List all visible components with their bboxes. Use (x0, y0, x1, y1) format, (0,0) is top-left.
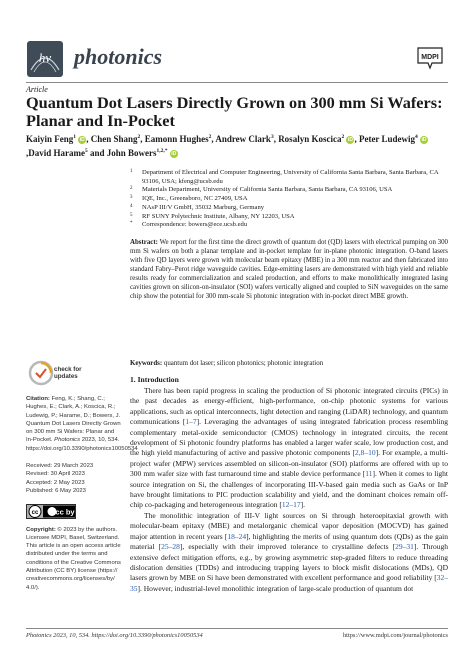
author-name: Rosalyn Koscica (278, 134, 342, 144)
affiliation-item (130, 204, 448, 213)
published-date: Published: 6 May 2023 (26, 487, 86, 494)
paragraph-text: ]. Through extensive defect mitigation efforts, e.g., by growing asymmetric step-graded filters to reduce threading dislocation densities (TDDs) and introducing trapping layers to block misfit dislocations (MDs), QD lasers grown by MBE on Si have been demonstrated with excellent performance and good reliability [ (130, 542, 448, 583)
affiliation-text: IQE, Inc., Greensboro, NC 27409, USA (142, 195, 248, 203)
orcid-icon[interactable]: iD (347, 137, 353, 143)
orcid-icon[interactable]: iD (421, 137, 427, 143)
author-affiliation-number: 2 (341, 134, 345, 140)
keywords (130, 359, 448, 368)
check-updates-line2: updates (54, 373, 78, 380)
citation-link[interactable]: 18–24 (227, 531, 247, 541)
affiliation-text: NAsP III/V GmbH, 35032 Marburg, Germany (142, 203, 265, 211)
affiliation-text: Department of Electrical and Computer Engineering, University of California Santa Barbara, Santa Barbara, CA 93106, USA; kfeng@ucsb.edu (142, 169, 439, 185)
affiliation-text: Materials Department, University of California Santa Barbara, Santa Barbara, CA 93106, USA (142, 186, 393, 194)
article-type: Article (26, 85, 48, 94)
paragraph-text: ], highlighting the merits of using quantum dots (QDs) as the gain material [ (130, 531, 448, 552)
citation-link[interactable]: 11 (365, 469, 373, 479)
author-list (26, 132, 448, 159)
citation-journal: Photonics (54, 437, 81, 444)
abstract (130, 238, 448, 301)
author-separator: , (211, 134, 216, 144)
sidebar-text (26, 395, 138, 601)
check-updates-icon (28, 360, 54, 386)
keywords-text: quantum dot laser; silicon photonics; photonic integration (163, 360, 324, 367)
journal-name: photonics (74, 44, 163, 69)
orcid-icon[interactable]: iD (79, 137, 85, 143)
author-separator: , (354, 134, 359, 144)
footer-citation: Photonics 2023, 10, 534. https://doi.org/10.3390/photonics10050534 (26, 632, 203, 639)
author-name: Peter Ludewig (358, 134, 416, 144)
mdpi-logo-icon (412, 46, 448, 70)
paragraph-text: ], especially with their improved tolerance to crystalline defects [ (179, 542, 396, 552)
affiliation-item (130, 186, 448, 195)
author-affiliation-number: 1,2,* (156, 147, 168, 154)
copyright-label: Copyright: (26, 526, 56, 533)
abstract-label: Abstract: (130, 239, 158, 246)
author-name: Kaiyin Feng (26, 134, 74, 144)
author-separator: , (140, 134, 145, 144)
paragraph-text: ]. For example, a multi-project wafer (MPW) services assembled on silicon-on-insulator (SOI) platforms are offered with up to 300 mm wafer size with fast turnaround time and stable device performance [ (130, 448, 448, 479)
citation-block (26, 395, 138, 453)
author-separator: , (26, 147, 29, 158)
dates-block (26, 462, 122, 495)
affiliation-item (130, 169, 448, 186)
paragraph-text: ]. (300, 500, 305, 510)
orcid-icon[interactable]: iD (171, 150, 177, 157)
copyright-block (26, 526, 122, 592)
introduction-body (130, 386, 448, 594)
citation-link[interactable]: 12–17 (281, 500, 301, 510)
keywords-label: Keywords: (130, 360, 163, 367)
affiliation-number: 3 (130, 195, 133, 201)
paragraph-text: The monolithic integration of III-V light sources on Si through heteroepitaxial growth with molecular-beam epitaxy (MBE) and metalorganic chemical vapor deposition (MOCVD) has gained major attention in recent years [ (130, 510, 448, 541)
citation-label: Citation: (26, 396, 50, 402)
check-updates-line1: check for (54, 366, 82, 373)
author-name: David Harame (28, 147, 85, 158)
affiliation-number: * (130, 221, 133, 227)
citation-link[interactable]: 29–31 (395, 542, 414, 552)
logo-text: hv (38, 50, 52, 65)
affiliation-item (130, 195, 448, 204)
author-affiliation-number: 1 (73, 134, 77, 140)
affiliation-item (130, 221, 448, 230)
footer-journal-link[interactable]: https://www.mdpi.com/journal/photonics (342, 632, 448, 639)
photonics-logo-icon (26, 40, 64, 78)
author-separator: , (273, 134, 279, 144)
author-affiliation-number: 2 (137, 134, 141, 140)
received-date: Received: 29 March 2023 (26, 463, 94, 470)
mdpi-logo-text: MDPI (421, 54, 439, 61)
affiliation-text: Correspondence: bowers@ece.ucsb.edu (142, 221, 248, 229)
footer-divider (26, 628, 448, 629)
paragraph-text: ]. When it comes to light source integration on Si, the challenges of incorporating III-V-based gain media such as GaAs or InP have brought limitations to PIC production scalability and yield, and the dominant choices remain off-chip co-packaging and heterogeneous integration [ (130, 469, 448, 510)
abstract-text: We report for the first time the direct growth of quantum dot (QD) lasers with electrical pumping on 300 mm Si wafers on both a planar template and in-pocket template for in-plane photonic integration. O-band lasers with five QD layers were grown with molecular beam epitaxy (MBE) in a 300 mm reactor and then fabricated into standard Fabry–Perot ridge waveguide cavities. Edge-emitting lasers are demonstrated with high yield and reliable results ready for commercialization and scaled production, and efforts to make monolithically integrated lasing cavities grown on silicon-on-insulator (SOI) wafers vertically aligned and coupled to SiN waveguides on the same chip show the potential for 300 mm-scale Si photonic integration with in-pocket direct MBE growth. (130, 239, 448, 300)
author-affiliation-number: 3 (270, 134, 274, 140)
intro-paragraph (130, 386, 448, 511)
author-affiliation-number: 2 (208, 134, 212, 140)
citation-link[interactable]: 2,8–10 (354, 448, 376, 458)
citation-link[interactable]: 25–28 (161, 542, 180, 552)
check-for-updates-button[interactable] (26, 360, 122, 390)
paragraph-text: ]. However, industrial-level monolithic integration of large-scale production of quantum dot (137, 583, 414, 593)
affiliation-number: 4 (130, 203, 133, 209)
affiliation-number: 1 (130, 169, 133, 174)
cc-badge-text: cc by (55, 507, 75, 517)
paper-title: Quantum Dot Lasers Directly Grown on 300 mm Si Wafers: Planar and In-Pocket (26, 93, 443, 130)
author-name: Chen Shang (90, 134, 138, 144)
check-updates-text (54, 366, 82, 380)
paragraph-text: There has been rapid progress in scaling the production of Si photonic integrated circuits (PICs) in the past decades as energy-efficient, high-performance, on-chip photonic systems for various applications, such as optical interconnects, light detection and ranging (LiDAR) technology, and quantum communications [ (130, 386, 448, 427)
affiliation-number: 5 (130, 212, 133, 218)
affiliation-text: RF SUNY Polytechnic Institute, Albany, NY 12203, USA (142, 212, 295, 220)
accepted-date: Accepted: 2 May 2023 (26, 479, 85, 486)
svg-text:cc: cc (31, 510, 39, 517)
citation-text: Feng, K.; Shang, C.; Hughes, E.; Clark, A.; Koscica, R.; Ludewig, P.; Harame, D.; Bowers, J. Quantum Dot Lasers Directly Grown on 300 mm Si Wafers: Planar and In-Pocket. (26, 396, 121, 444)
affiliation-number: 2 (130, 186, 133, 192)
author-separator: and (87, 147, 107, 158)
section-heading: 1. Introduction (130, 375, 179, 384)
revised-date: Revised: 30 April 2023 (26, 471, 85, 478)
citation-link[interactable]: 32–35 (130, 573, 448, 593)
copyright-text: © 2023 by the authors. Licensee MDPI, Basel, Switzerland. This article is an open access article distributed under the terms and conditions of the Creative Commons Attribution (CC BY) license (https:// creativecommons.org/licenses/by/ 4.0/). (26, 526, 121, 591)
journal-header (26, 40, 448, 80)
cc-by-license-icon[interactable] (26, 504, 76, 519)
author-affiliation-number: 5 (85, 147, 88, 154)
author-affiliation-number: 4 (415, 134, 418, 140)
affiliation-item (130, 213, 448, 222)
author-name: Andrew Clark (215, 134, 271, 144)
author-name: Eamonn Hughes (144, 134, 209, 144)
citation-doi-link[interactable]: 2023, 10, 534. https://doi.org/10.3390/photonics10050534 (26, 437, 138, 452)
citation-link[interactable]: 1–7 (185, 417, 197, 427)
author-separator: , (86, 134, 91, 144)
header-divider (26, 82, 448, 83)
paragraph-text: ]. Leveraging the advantages of using integrated fabrication process resembling complementary metal-oxide semiconductor (CMOS) technology in integrated circuits, the recent development of Si photonic foundry platforms has enabled a larger wafer scale, low production cost, and the high yield manufacturing of active and passive photonic components [ (130, 417, 448, 458)
affiliations (130, 169, 448, 230)
author-name: John Bowers (106, 147, 157, 158)
intro-paragraph (130, 511, 448, 594)
